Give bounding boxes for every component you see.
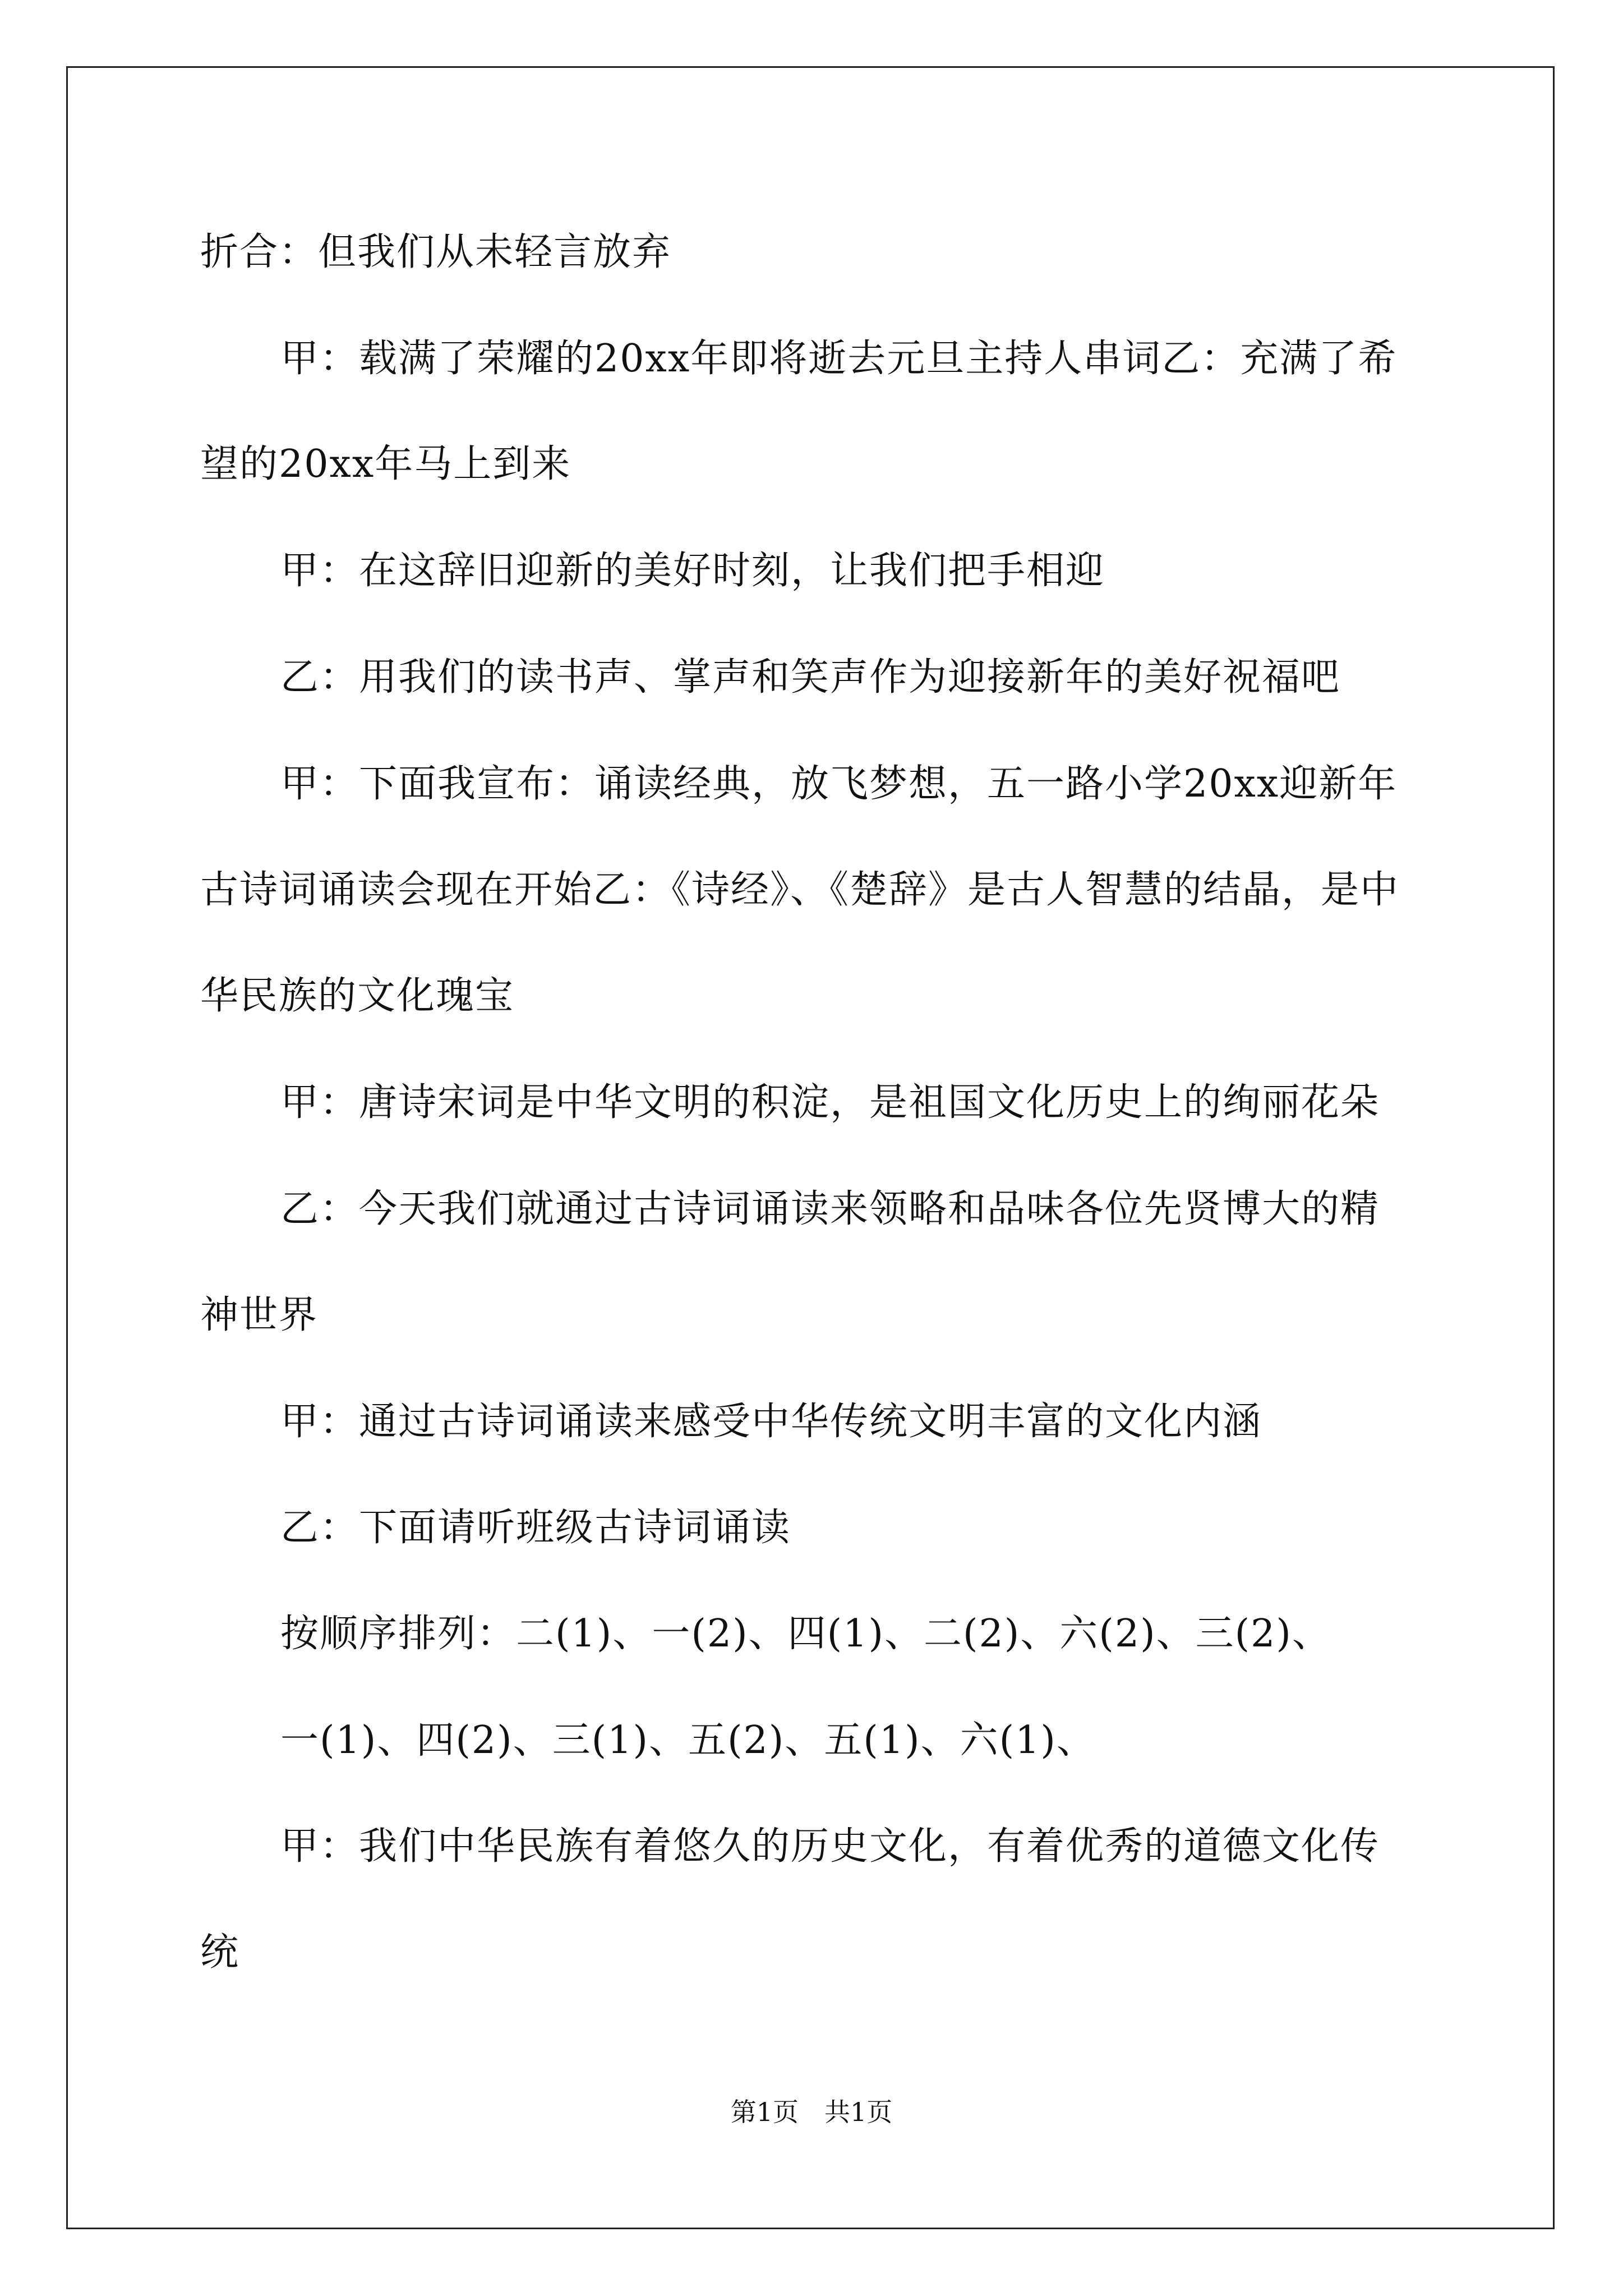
text-line: 一(1)、四(2)、三(1)、五(2)、五(1)、六(1)、 [280,1718,1096,1763]
text-line: 折合：但我们从未轻言放弃 [200,230,672,274]
text-line: 按顺序排列：二(1)、一(2)、四(1)、二(2)、六(2)、三(2)、 [280,1612,1331,1656]
text-line: 甲：载满了荣耀的20xx年即将逝去元旦主持人串词乙：充满了希 [280,337,1398,381]
text-line: 望的20xx年马上到来 [200,442,571,486]
text-line: 统 [200,1930,240,1975]
text-line: 神世界 [200,1293,319,1337]
text-line: 乙：用我们的读书声、掌声和笑声作为迎接新年的美好祝福吧 [280,655,1341,700]
text-line: 华民族的文化瑰宝 [200,974,515,1018]
text-line: 甲：我们中华民族有着悠久的历史文化，有着优秀的道德文化传 [280,1824,1380,1869]
text-line: 甲：通过古诗词诵读来感受中华传统文明丰富的文化内涵 [280,1400,1262,1444]
text-line: 甲：唐诗宋词是中华文明的积淀，是祖国文化历史上的绚丽花朵 [280,1080,1380,1125]
text-line: 乙：下面请听班级古诗词诵读 [280,1506,791,1550]
text-line: 乙：今天我们就通过古诗词诵读来领略和品味各位先贤博大的精 [280,1187,1380,1231]
text-line: 古诗词诵读会现在开始乙：《诗经》、《楚辞》是古人智慧的结晶，是中 [200,868,1400,912]
page-number-footer: 第1页 共1页 [730,2097,893,2127]
text-line: 甲：在这辞旧迎新的美好时刻，让我们把手相迎 [280,549,1105,593]
text-line: 甲：下面我宣布：诵读经典，放飞梦想，五一路小学20xx迎新年 [280,762,1398,806]
page-border [66,66,1555,2229]
